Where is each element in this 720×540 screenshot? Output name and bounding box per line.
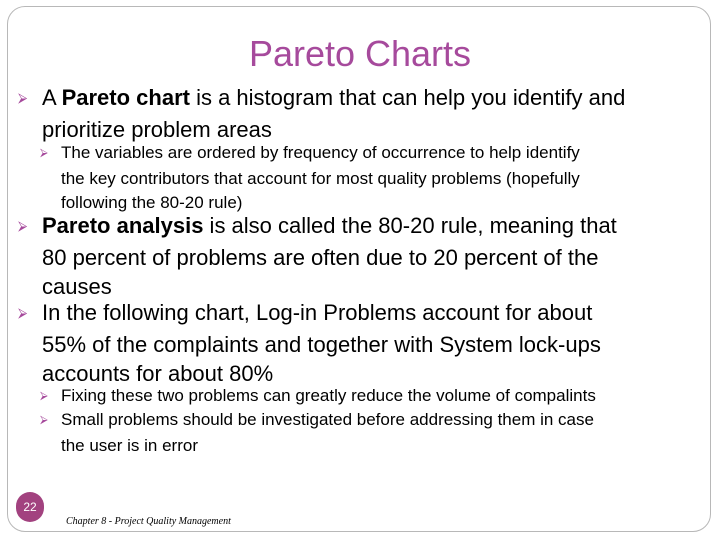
bullet-lead: A (42, 85, 62, 110)
bullet-arrow-icon: ⮚ (40, 390, 48, 402)
bullet-text-line: 80 percent of problems are often due to 20 percent of the (42, 245, 599, 270)
bullet-following-chart (18, 298, 698, 388)
sub-bullet-text: Small problems should be investigated before addressing them in case (61, 410, 594, 429)
bullet-text-line: 55% of the complaints and together with System lock-ups (42, 332, 601, 357)
footer-text: Chapter 8 - Project Quality Management (66, 516, 231, 527)
sub-bullet-text: The variables are ordered by frequency of occurrence to help identify (61, 143, 580, 162)
bullet-arrow-icon: ⮚ (18, 305, 28, 320)
bullet-text: is also called the 80-20 rule, meaning that (203, 213, 617, 238)
bullet-arrow-icon: ⮚ (40, 414, 48, 426)
sub-bullet-text: Fixing these two problems can greatly reduce the volume of compalints (61, 386, 596, 405)
bullet-pareto-analysis (18, 211, 698, 301)
bullet-arrow-icon: ⮚ (40, 147, 48, 159)
bullet-pareto-chart (18, 83, 698, 144)
bullet-text-line: prioritize problem areas (42, 117, 272, 142)
slide-number-badge: 22 (16, 492, 44, 522)
sub-bullet-small-problems (40, 408, 700, 458)
bullet-arrow-icon: ⮚ (18, 218, 28, 233)
sub-bullet-text-line: following the 80-20 rule) (61, 193, 243, 212)
bullet-text: is a histogram that can help you identify and (189, 85, 626, 110)
sub-bullet-variables-ordered (40, 141, 700, 215)
bullet-text-line: causes (42, 274, 112, 299)
slide-title: Pareto Charts (248, 33, 472, 74)
bullet-text: In the following chart, Log-in Problems account for about (42, 300, 593, 325)
bullet-text-line: accounts for about 80% (42, 361, 274, 386)
sub-bullet-fixing-problems (40, 384, 700, 410)
bullet-bold-term: Pareto chart (61, 85, 190, 110)
bullet-bold-term: Pareto analysis (42, 213, 204, 238)
sub-bullet-text-line: the key contributors that account for most quality problems (hopefully (61, 169, 580, 188)
bullet-arrow-icon: ⮚ (18, 90, 28, 105)
sub-bullet-text-line: the user is in error (61, 436, 198, 455)
